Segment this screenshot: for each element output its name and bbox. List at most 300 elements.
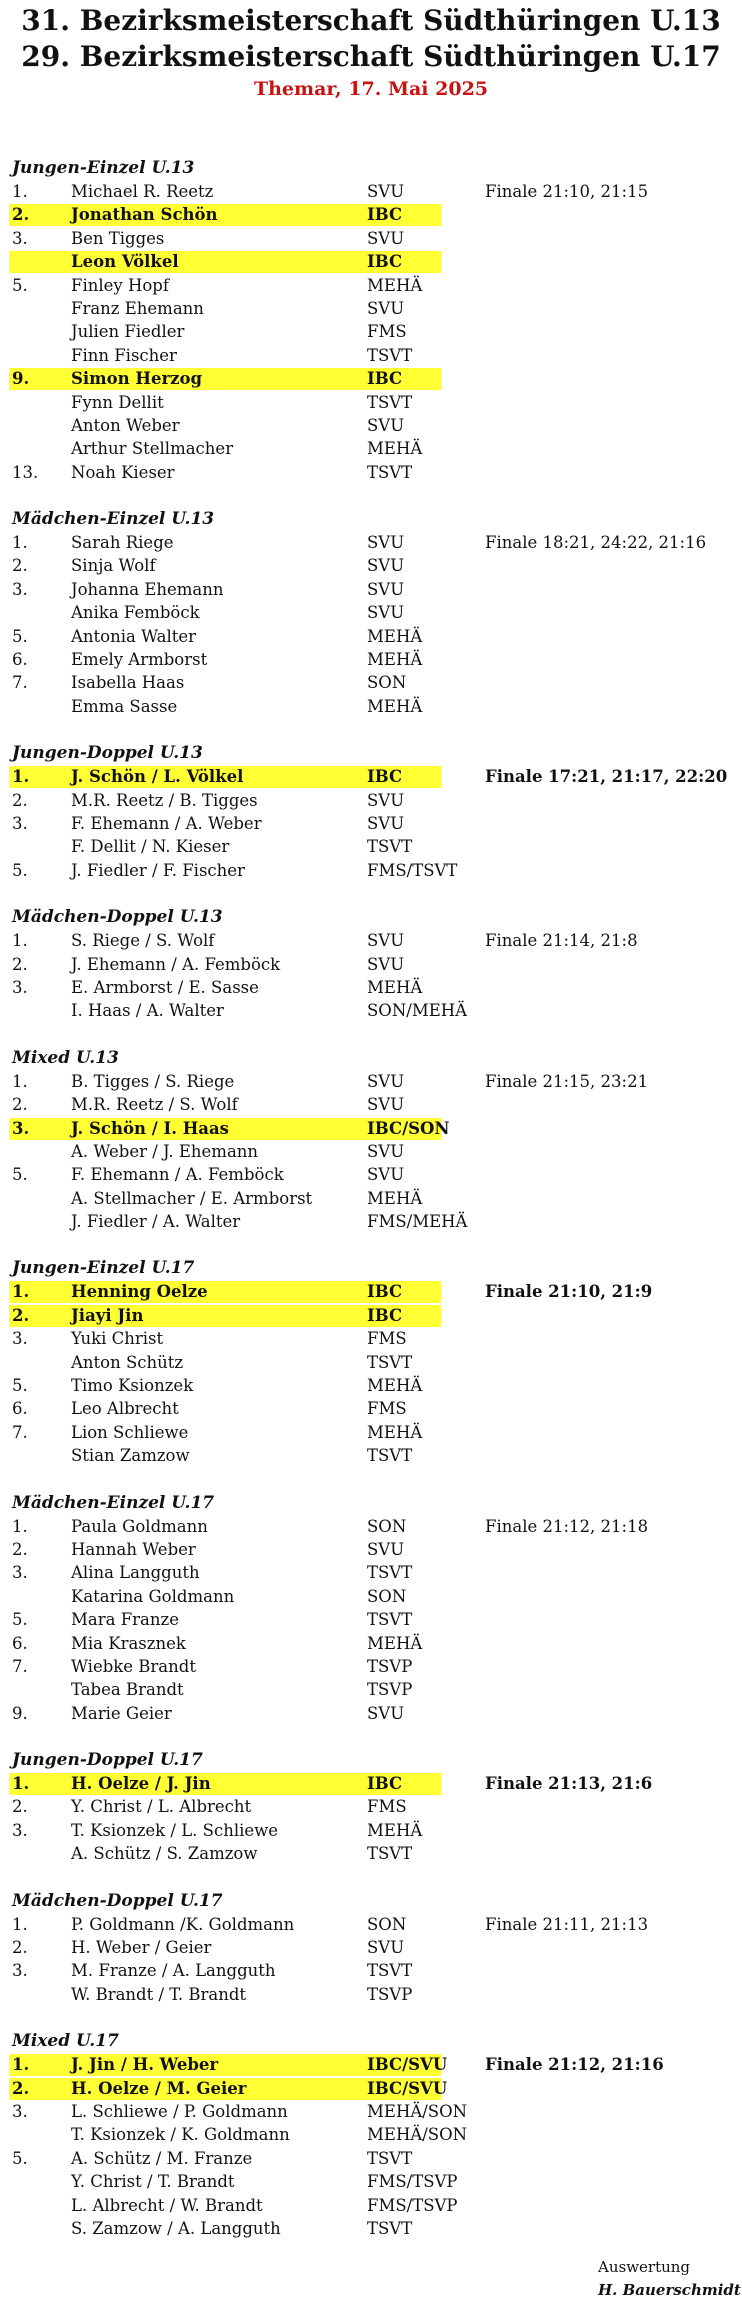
final-score: Finale 21:10, 21:9 — [485, 1282, 653, 1302]
club-code: FMS — [367, 1797, 407, 1817]
player-name: F. Dellit / N. Kieser — [71, 837, 230, 857]
result-row — [0, 461, 742, 484]
player-name: Jiayi Jin — [71, 1305, 144, 1325]
final-score: Finale 21:11, 21:13 — [485, 1914, 649, 1934]
club-code: TSVP — [367, 1656, 413, 1676]
club-code: TSVP — [367, 1680, 413, 1700]
club-code: FMS — [367, 322, 407, 342]
placement-rank: 7. — [12, 1656, 28, 1676]
player-name: F. Ehemann / A. Femböck — [71, 1165, 284, 1185]
result-row — [0, 2217, 742, 2240]
player-name: W. Brandt / T. Brandt — [71, 1984, 247, 2004]
club-code: FMS — [367, 1399, 407, 1419]
result-row — [0, 1608, 742, 1631]
final-score: Finale 21:15, 23:21 — [485, 1071, 649, 1091]
placement-rank: 3. — [12, 1961, 28, 1981]
footer-signature: H. Bauerschmidt — [598, 2281, 741, 2299]
player-name: A. Stellmacher / E. Armborst — [71, 1188, 313, 1208]
player-name: Emely Armborst — [71, 650, 208, 670]
result-row — [0, 1140, 742, 1163]
club-code: TSVT — [367, 1610, 413, 1630]
placement-rank: 5. — [12, 2148, 28, 2168]
club-code: IBC — [367, 767, 403, 787]
result-row — [0, 1327, 742, 1350]
player-name: S. Riege / S. Wolf — [71, 931, 215, 951]
player-name: Henning Oelze — [71, 1282, 208, 1302]
player-name: J. Schön / L. Völkel — [71, 767, 244, 787]
player-name: Isabella Haas — [71, 673, 185, 693]
result-row — [0, 695, 742, 718]
player-name: H. Oelze / J. Jin — [71, 1774, 211, 1794]
result-row — [0, 250, 742, 273]
player-name: Finley Hopf — [71, 275, 169, 295]
player-name: Timo Ksionzek — [71, 1376, 194, 1396]
results-section — [0, 906, 742, 1023]
result-row — [0, 789, 742, 812]
results-section — [0, 508, 742, 718]
club-code: SVU — [367, 579, 405, 599]
player-name: L. Albrecht / W. Brandt — [71, 2195, 263, 2215]
result-row — [0, 1655, 742, 1678]
placement-rank: 2. — [12, 1797, 28, 1817]
player-name: L. Schliewe / P. Goldmann — [71, 2102, 288, 2121]
club-code: TSVT — [367, 1563, 413, 1583]
result-row — [0, 1561, 742, 1584]
club-code: MEHÄ — [367, 626, 423, 646]
results-section — [0, 742, 742, 882]
player-name: Wiebke Brandt — [71, 1656, 196, 1676]
player-name: Hannah Weber — [71, 1539, 196, 1559]
placement-rank: 6. — [12, 1633, 28, 1653]
section-gap — [0, 882, 742, 906]
club-code: MEHÄ — [367, 1422, 423, 1442]
placement-rank: 5. — [12, 1610, 28, 1630]
club-code: SVU — [367, 1938, 405, 1958]
results-section — [0, 157, 742, 484]
section-title: Mädchen-Doppel U.17 — [12, 1890, 223, 1911]
club-code: IBC — [367, 252, 403, 272]
player-name: Johanna Ehemann — [71, 579, 224, 599]
result-row — [0, 1421, 742, 1444]
club-code: TSVT — [367, 1446, 413, 1466]
result-row — [0, 320, 742, 343]
player-name: E. Armborst / E. Sasse — [71, 977, 259, 997]
section-title: Jungen-Einzel U.13 — [12, 158, 195, 178]
player-name: Leo Albrecht — [71, 1399, 179, 1419]
club-code: SVU — [367, 1141, 405, 1161]
result-row — [0, 578, 742, 601]
club-code: SVU — [367, 1539, 405, 1559]
player-name: Mara Franze — [71, 1610, 179, 1630]
club-code: FMS/TSVP — [367, 2195, 458, 2215]
section-gap — [0, 1866, 742, 1890]
club-code: TSVT — [367, 1352, 413, 1372]
club-code: MEHÄ/SON — [367, 2125, 468, 2145]
club-code: MEHÄ — [367, 275, 423, 295]
result-row — [0, 180, 742, 203]
placement-rank: 3. — [12, 813, 28, 833]
club-code: IBC/SON — [367, 1118, 450, 1138]
section-gap — [0, 718, 742, 742]
result-row — [0, 953, 742, 976]
club-code: SON — [367, 1914, 407, 1934]
result-row — [0, 1280, 742, 1303]
player-name: H. Weber / Geier — [71, 1938, 212, 1958]
placement-rank: 1. — [12, 1774, 30, 1794]
player-name: Yuki Christ — [71, 1329, 164, 1349]
result-row — [0, 437, 742, 460]
result-row — [0, 1936, 742, 1959]
placement-rank: 2. — [12, 205, 30, 225]
result-row — [0, 297, 742, 320]
result-row — [0, 1374, 742, 1397]
club-code: MEHÄ — [367, 1633, 423, 1653]
placement-rank: 3. — [12, 1563, 28, 1583]
result-row — [0, 859, 742, 882]
club-code: SVU — [367, 182, 405, 201]
player-name: Finn Fischer — [71, 345, 177, 365]
section-title: Mädchen-Doppel U.13 — [12, 907, 223, 928]
player-name: P. Goldmann /K. Goldmann — [71, 1914, 295, 1934]
player-name: Tabea Brandt — [71, 1680, 184, 1700]
result-row — [0, 1538, 742, 1561]
player-name: Anton Weber — [71, 415, 180, 435]
player-name: J. Ehemann / A. Femböck — [71, 954, 281, 974]
player-name: T. Ksionzek / K. Goldmann — [71, 2125, 290, 2145]
player-name: Katarina Goldmann — [71, 1586, 235, 1606]
club-code: TSVT — [367, 345, 413, 365]
club-code: FMS/TSVP — [367, 2172, 458, 2192]
player-name: Marie Geier — [71, 1703, 172, 1723]
player-name: Anton Schütz — [71, 1352, 184, 1372]
player-name: Noah Kieser — [71, 462, 175, 482]
player-name: J. Jin / H. Weber — [71, 2055, 219, 2075]
player-name: Anika Femböck — [71, 603, 200, 623]
section-gap — [0, 1233, 742, 1257]
placement-rank: 3. — [12, 977, 28, 997]
player-name: T. Ksionzek / L. Schliewe — [71, 1820, 279, 1840]
results-section — [0, 1749, 742, 1866]
section-title: Mädchen-Einzel U.17 — [12, 1492, 215, 1513]
placement-rank: 2. — [12, 2078, 30, 2098]
placement-rank: 3. — [12, 579, 28, 599]
placement-rank: 1. — [12, 1516, 28, 1536]
result-row — [0, 2147, 742, 2170]
player-name: Franz Ehemann — [71, 298, 204, 318]
result-row — [0, 1210, 742, 1233]
player-name: M.R. Reetz / B. Tigges — [71, 790, 258, 810]
result-row — [0, 1632, 742, 1655]
player-name: A. Schütz / S. Zamzow — [71, 1844, 258, 1864]
section-gap — [0, 1023, 742, 1047]
footer-label: Auswertung — [598, 2258, 691, 2276]
club-code: SVU — [367, 1071, 405, 1091]
placement-rank: 9. — [12, 369, 30, 389]
club-code: FMS — [367, 1329, 407, 1349]
result-row — [0, 1351, 742, 1374]
placement-rank: 3. — [12, 228, 28, 248]
result-row — [0, 1842, 742, 1865]
player-name: Fynn Dellit — [71, 392, 164, 412]
player-name: Paula Goldmann — [71, 1516, 208, 1536]
section-title: Jungen-Einzel U.17 — [12, 1258, 195, 1279]
club-code: MEHÄ/SON — [367, 2102, 468, 2121]
placement-rank: 7. — [12, 673, 28, 693]
placement-rank: 1. — [12, 1282, 30, 1302]
placement-rank: 2. — [12, 1938, 28, 1958]
result-row — [0, 2053, 742, 2076]
club-code: TSVT — [367, 2218, 413, 2238]
result-row — [0, 929, 742, 952]
club-code: MEHÄ — [367, 1188, 423, 1208]
result-row — [0, 414, 742, 437]
club-code: SVU — [367, 1095, 405, 1115]
club-code: TSVT — [367, 462, 413, 482]
club-code: MEHÄ — [367, 439, 423, 459]
results-section — [0, 1492, 742, 1726]
club-code: MEHÄ — [367, 1820, 423, 1840]
results-section — [0, 2030, 742, 2240]
result-row — [0, 1585, 742, 1608]
club-code: IBC — [367, 369, 403, 389]
placement-rank: 7. — [12, 1422, 28, 1442]
page-title-u17: 29. Bezirksmeisterschaft Südthüringen U.17 — [21, 40, 721, 73]
player-name: Y. Christ / L. Albrecht — [71, 1797, 252, 1817]
player-name: H. Oelze / M. Geier — [71, 2078, 247, 2098]
result-row — [0, 1772, 742, 1795]
section-gap — [0, 484, 742, 508]
club-code: IBC — [367, 1282, 403, 1302]
placement-rank: 6. — [12, 1399, 28, 1419]
placement-rank: 5. — [12, 1376, 28, 1396]
result-row — [0, 671, 742, 694]
club-code: SVU — [367, 556, 405, 576]
placement-rank: 3. — [12, 1820, 28, 1840]
club-code: SVU — [367, 603, 405, 623]
section-title: Jungen-Doppel U.17 — [12, 1750, 203, 1771]
club-code: IBC/SVU — [367, 2078, 448, 2098]
club-code: SVU — [367, 954, 405, 974]
club-code: MEHÄ — [367, 977, 423, 997]
placement-rank: 1. — [12, 1914, 28, 1934]
placement-rank: 2. — [12, 954, 28, 974]
player-name: Mia Krasznek — [71, 1633, 186, 1653]
result-row — [0, 531, 742, 554]
result-row — [0, 625, 742, 648]
placement-rank: 1. — [12, 767, 30, 787]
placement-rank: 2. — [12, 1539, 28, 1559]
club-code: SVU — [367, 228, 405, 248]
player-name: Emma Sasse — [71, 696, 178, 716]
club-code: SON/MEHÄ — [367, 1001, 468, 1021]
result-row — [0, 765, 742, 788]
placement-rank: 1. — [12, 1071, 28, 1091]
placement-rank: 5. — [12, 626, 28, 646]
final-score: Finale 21:10, 21:15 — [485, 182, 649, 201]
event-date-location: Themar, 17. Mai 2025 — [253, 78, 489, 100]
player-name: S. Zamzow / A. Langguth — [71, 2218, 281, 2238]
club-code: SVU — [367, 1703, 405, 1723]
player-name: Antonia Walter — [71, 626, 197, 646]
club-code: SVU — [367, 813, 405, 833]
player-name: A. Weber / J. Ehemann — [71, 1141, 259, 1161]
result-row — [0, 601, 742, 624]
placement-rank: 5. — [12, 1165, 28, 1185]
club-code: SVU — [367, 1165, 405, 1185]
club-code: SON — [367, 1586, 407, 1606]
placement-rank: 1. — [12, 2055, 30, 2075]
results-section — [0, 1890, 742, 2007]
results-section — [0, 1257, 742, 1467]
player-name: J. Fiedler / F. Fischer — [71, 860, 245, 880]
result-row — [0, 554, 742, 577]
final-score: Finale 21:14, 21:8 — [485, 931, 638, 951]
placement-rank: 3. — [12, 1329, 28, 1349]
result-row — [0, 1304, 742, 1327]
result-row — [0, 1117, 742, 1140]
club-code: SVU — [367, 533, 405, 553]
club-code: TSVT — [367, 837, 413, 857]
final-score: Finale 21:13, 21:6 — [485, 1774, 653, 1794]
club-code: SVU — [367, 790, 405, 810]
result-row — [0, 274, 742, 297]
player-name: Y. Christ / T. Brandt — [71, 2172, 235, 2192]
club-code: TSVT — [367, 1961, 413, 1981]
result-row — [0, 1397, 742, 1420]
club-code: FMS/MEHÄ — [367, 1212, 468, 1232]
placement-rank: 2. — [12, 1305, 30, 1325]
club-code: MEHÄ — [367, 650, 423, 670]
placement-rank: 13. — [12, 462, 39, 482]
result-row — [0, 976, 742, 999]
section-title: Jungen-Doppel U.13 — [12, 743, 203, 764]
placement-rank: 2. — [12, 790, 28, 810]
player-name: B. Tigges / S. Riege — [71, 1071, 235, 1091]
club-code: MEHÄ — [367, 696, 423, 716]
player-name: M.R. Reetz / S. Wolf — [71, 1095, 238, 1115]
club-code: IBC — [367, 1305, 403, 1325]
section-gap — [0, 1468, 742, 1492]
player-name: Alina Langguth — [71, 1563, 200, 1583]
result-row — [0, 1515, 742, 1538]
club-code: FMS/TSVT — [367, 860, 458, 880]
player-name: J. Schön / I. Haas — [71, 1118, 229, 1138]
result-row — [0, 2077, 742, 2100]
result-row — [0, 1913, 742, 1936]
player-name: Sarah Riege — [71, 533, 174, 553]
placement-rank: 5. — [12, 275, 28, 295]
section-title: Mädchen-Einzel U.13 — [12, 509, 215, 530]
result-row — [0, 1795, 742, 1818]
player-name: Ben Tigges — [71, 228, 165, 248]
final-score: Finale 21:12, 21:18 — [485, 1516, 649, 1536]
club-code: SON — [367, 673, 407, 693]
page-title-u13: 31. Bezirksmeisterschaft Südthüringen U.13 — [21, 4, 721, 37]
result-row — [0, 999, 742, 1022]
result-row — [0, 1163, 742, 1186]
club-code: IBC/SVU — [367, 2055, 448, 2075]
player-name: Leon Völkel — [71, 252, 179, 272]
placement-rank: 5. — [12, 860, 28, 880]
placement-rank: 2. — [12, 556, 28, 576]
result-row — [0, 2170, 742, 2193]
club-code: MEHÄ — [367, 1376, 423, 1396]
club-code: TSVP — [367, 1984, 413, 2004]
result-row — [0, 391, 742, 414]
result-row — [0, 2123, 742, 2146]
club-code: IBC — [367, 1774, 403, 1794]
result-row — [0, 1702, 742, 1725]
club-code: SON — [367, 1516, 407, 1536]
player-name: I. Haas / A. Walter — [71, 1001, 224, 1021]
player-name: Arthur Stellmacher — [71, 439, 234, 459]
result-row — [0, 1187, 742, 1210]
club-code: SVU — [367, 415, 405, 435]
section-gap — [0, 1725, 742, 1749]
result-row — [0, 2194, 742, 2217]
result-row — [0, 1678, 742, 1701]
placement-rank: 1. — [12, 533, 28, 553]
placement-rank: 2. — [12, 1095, 28, 1115]
results-section — [0, 1047, 742, 1234]
club-code: IBC — [367, 205, 403, 225]
club-code: TSVT — [367, 392, 413, 412]
result-row — [0, 1070, 742, 1093]
placement-rank: 9. — [12, 1703, 28, 1723]
player-name: F. Ehemann / A. Weber — [71, 813, 262, 833]
result-row — [0, 812, 742, 835]
club-code: TSVT — [367, 1844, 413, 1864]
player-name: Simon Herzog — [71, 369, 203, 389]
player-name: Michael R. Reetz — [71, 182, 214, 201]
section-title: Mixed U.13 — [12, 1047, 119, 1068]
player-name: Stian Zamzow — [71, 1446, 190, 1466]
result-row — [0, 344, 742, 367]
player-name: J. Fiedler / A. Walter — [71, 1212, 241, 1232]
result-row — [0, 367, 742, 390]
player-name: Lion Schliewe — [71, 1422, 189, 1442]
club-code: SVU — [367, 931, 405, 951]
placement-rank: 1. — [12, 182, 28, 201]
player-name: M. Franze / A. Langguth — [71, 1961, 276, 1981]
result-row — [0, 1444, 742, 1467]
final-score: Finale 17:21, 21:17, 22:20 — [485, 767, 728, 787]
placement-rank: 3. — [12, 1118, 30, 1138]
result-row — [0, 1093, 742, 1116]
final-score: Finale 18:21, 24:22, 21:16 — [485, 533, 707, 553]
placement-rank: 1. — [12, 931, 28, 951]
placement-rank: 3. — [12, 2102, 28, 2121]
section-title: Mixed U.17 — [12, 2031, 119, 2052]
club-code: TSVT — [367, 2148, 413, 2168]
result-row — [0, 1959, 742, 1982]
section-gap — [0, 2006, 742, 2030]
result-row — [0, 227, 742, 250]
result-row — [0, 1819, 742, 1842]
player-name: A. Schütz / M. Franze — [71, 2148, 253, 2168]
result-row — [0, 648, 742, 671]
player-name: Sinja Wolf — [71, 556, 156, 576]
result-row — [0, 835, 742, 858]
player-name: Julien Fiedler — [71, 322, 185, 342]
result-row — [0, 203, 742, 226]
player-name: Jonathan Schön — [71, 205, 218, 225]
club-code: SVU — [367, 298, 405, 318]
result-row — [0, 2100, 742, 2123]
final-score: Finale 21:12, 21:16 — [485, 2055, 664, 2075]
placement-rank: 6. — [12, 650, 28, 670]
results-list — [0, 157, 742, 2240]
